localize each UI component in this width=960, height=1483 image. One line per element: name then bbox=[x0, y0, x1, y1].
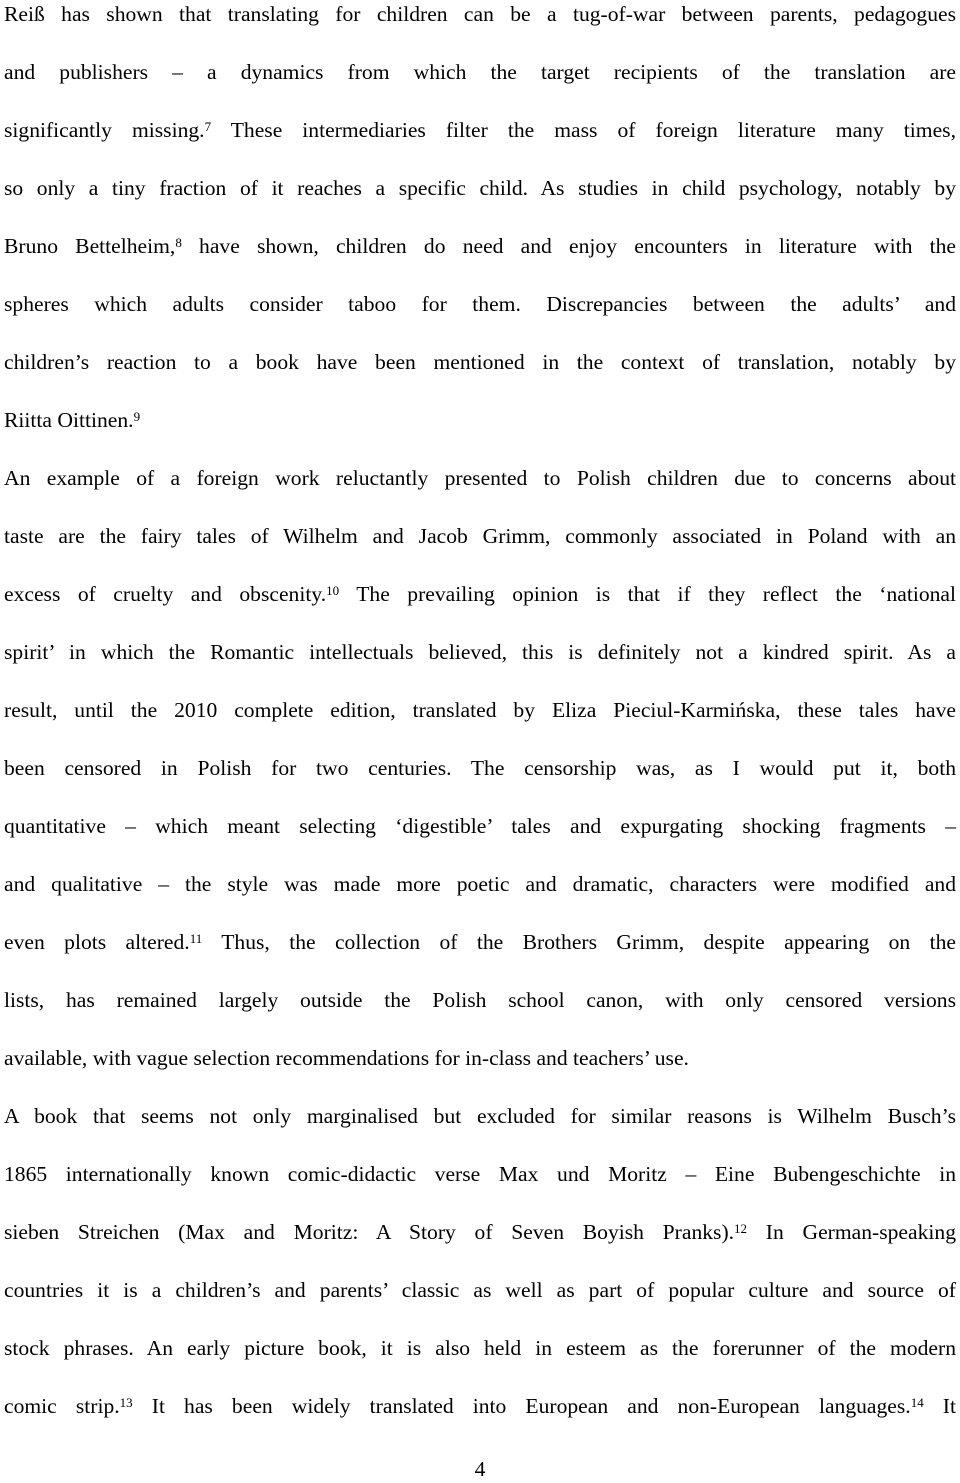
text-line bbox=[4, 116, 956, 144]
text-run: taste are the fairy tales of Wilhelm and Jacob Grimm, commonly associated in Poland with an bbox=[4, 524, 956, 548]
text-run: significantly missing. bbox=[4, 118, 205, 142]
text-line bbox=[4, 870, 956, 898]
text-run: It has been widely translated into European and non-European languages. bbox=[132, 1394, 911, 1418]
text-line bbox=[4, 0, 956, 28]
text-run: countries it is a children’s and parents’ classic as well as part of popular culture and source of bbox=[4, 1278, 956, 1302]
text-run: It bbox=[923, 1394, 956, 1418]
footnote-marker: 11 bbox=[189, 931, 203, 946]
text-line bbox=[4, 1102, 956, 1130]
text-run: lists, has remained largely outside the Polish school canon, with only censored versions bbox=[4, 988, 956, 1012]
text-run: available, with vague selection recommendations for in-class and teachers’ use. bbox=[4, 1046, 689, 1070]
text-run: Reiß has shown that translating for children can be a tug-of-war between parents, pedagogues bbox=[4, 2, 956, 26]
text-run: An example of a foreign work reluctantly presented to Polish children due to concerns about bbox=[4, 466, 956, 490]
text-line bbox=[4, 638, 956, 666]
text-run: Bruno Bettelheim, bbox=[4, 234, 176, 258]
text-line bbox=[4, 754, 956, 782]
text-line bbox=[4, 464, 956, 492]
text-run: sieben Streichen (Max and Moritz: A Story of Seven Boyish Pranks). bbox=[4, 1220, 735, 1244]
footnote-marker: 8 bbox=[175, 235, 182, 250]
text-line bbox=[4, 522, 956, 550]
text-run: result, until the 2010 complete edition, translated by Eliza Pieciul-Karmińska, these tales have bbox=[4, 698, 956, 722]
text-line bbox=[4, 232, 956, 260]
text-run: These intermediaries filter the mass of foreign literature many times, bbox=[211, 118, 956, 142]
footnote-marker: 9 bbox=[133, 409, 141, 424]
text-run: stock phrases. An early picture book, it is also held in esteem as the forerunner of the modern bbox=[4, 1336, 956, 1360]
text-run: The prevailing opinion is that if they reflect the ‘national bbox=[339, 582, 957, 606]
text-run: 1865 internationally known comic-didactic verse Max und Moritz – Eine Bubengeschichte in bbox=[4, 1162, 956, 1186]
text-run: been censored in Polish for two centuries. The censorship was, as I would put it, both bbox=[4, 756, 956, 780]
text-line bbox=[4, 290, 956, 318]
text-run: and publishers – a dynamics from which the target recipients of the translation are bbox=[4, 60, 956, 84]
text-run: spheres which adults consider taboo for them. Discrepancies between the adults’ and bbox=[4, 292, 956, 316]
text-run: so only a tiny fraction of it reaches a specific child. As studies in child psychology, notably by bbox=[4, 176, 956, 200]
text-run: excess of cruelty and obscenity. bbox=[4, 582, 327, 606]
text-line bbox=[4, 1334, 956, 1362]
text-line bbox=[4, 406, 956, 434]
text-run: and qualitative – the style was made more poetic and dramatic, characters were modified and bbox=[4, 872, 956, 896]
text-run: A book that seems not only marginalised but excluded for similar reasons is Wilhelm Busch’s bbox=[4, 1104, 956, 1128]
text-run: Riitta Oittinen. bbox=[4, 408, 134, 432]
text-run: comic strip. bbox=[4, 1394, 120, 1418]
text-line bbox=[4, 1276, 956, 1304]
text-line bbox=[4, 812, 956, 840]
text-run: even plots altered. bbox=[4, 930, 190, 954]
footnote-marker: 13 bbox=[119, 1395, 133, 1410]
text-line bbox=[4, 986, 956, 1014]
text-run: In German-speaking bbox=[747, 1220, 956, 1244]
text-run: Thus, the collection of the Brothers Grimm, despite appearing on the bbox=[202, 930, 956, 954]
text-line bbox=[4, 1044, 956, 1072]
page-number: 4 bbox=[474, 1457, 486, 1481]
text-line bbox=[4, 1160, 956, 1188]
text-line bbox=[4, 928, 956, 956]
text-run: children’s reaction to a book have been mentioned in the context of translation, notably by bbox=[4, 350, 956, 374]
text-run: quantitative – which meant selecting ‘digestible’ tales and expurgating shocking fragments – bbox=[4, 814, 956, 838]
footnote-marker: 7 bbox=[204, 119, 212, 134]
text-line bbox=[4, 1392, 956, 1420]
text-line bbox=[4, 348, 956, 376]
text-line bbox=[4, 696, 956, 724]
footnote-marker: 14 bbox=[910, 1395, 924, 1410]
footnote-marker: 10 bbox=[326, 583, 340, 598]
text-line bbox=[4, 174, 956, 202]
footnote-marker: 12 bbox=[734, 1221, 748, 1236]
text-run: have shown, children do need and enjoy encounters in literature with the bbox=[181, 234, 956, 258]
text-line bbox=[4, 580, 956, 608]
text-run: spirit’ in which the Romantic intellectuals believed, this is definitely not a kindred spirit. As a bbox=[4, 640, 956, 664]
text-line bbox=[4, 1218, 956, 1246]
text-line bbox=[4, 58, 956, 86]
